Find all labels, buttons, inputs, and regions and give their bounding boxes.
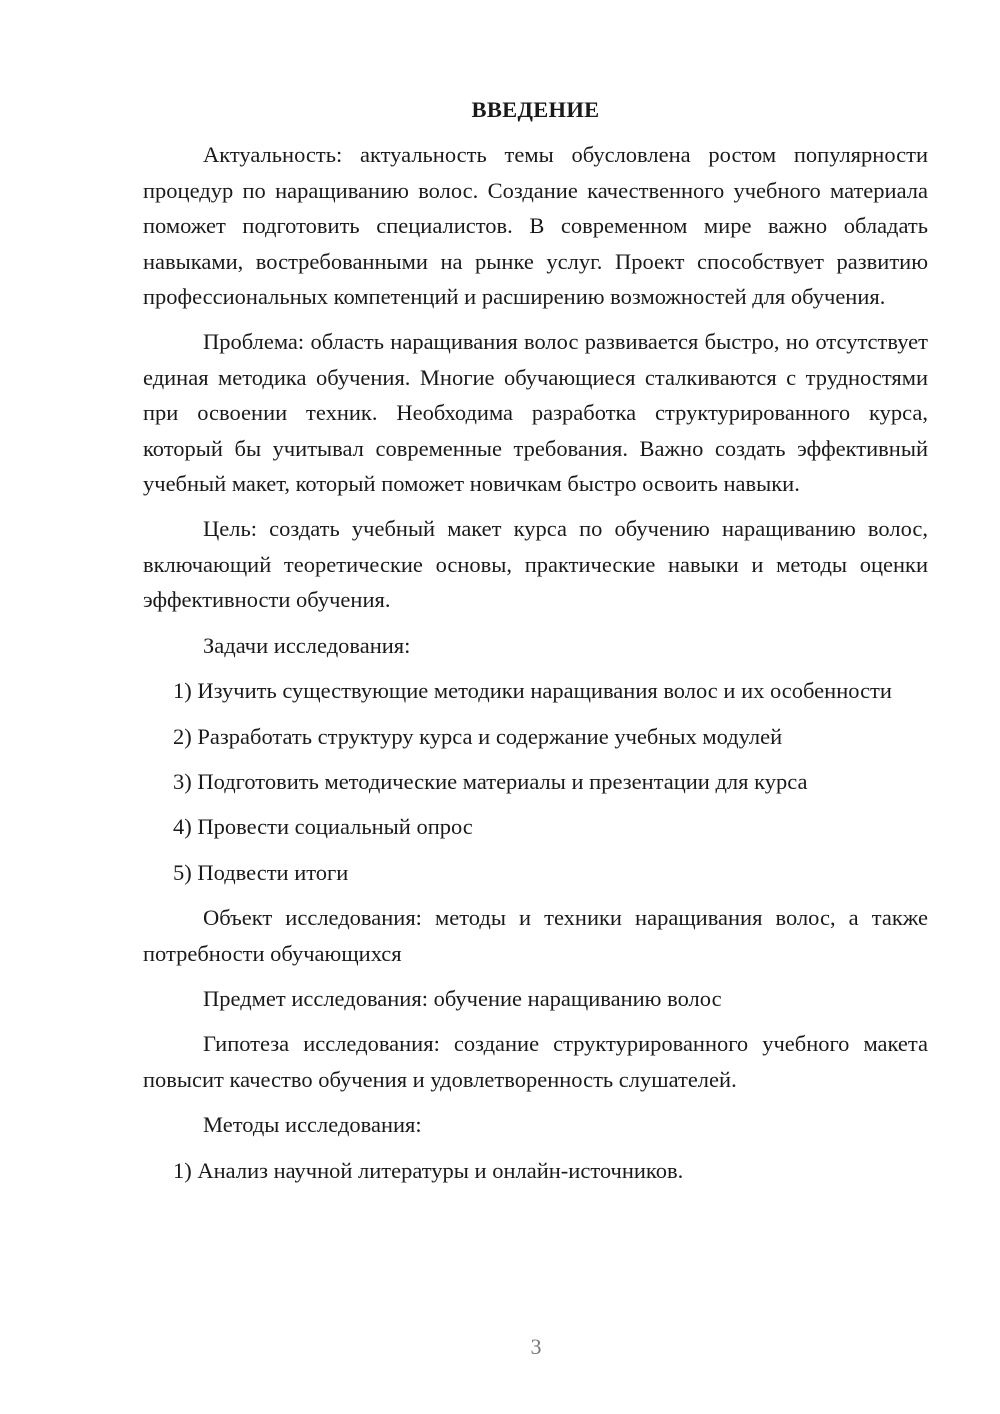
hypothesis-paragraph: Гипотеза исследования: создание структурированного учебного макета повысит качество обучения и удовлетворенность слушателей. — [143, 1031, 928, 1092]
relevance-paragraph: Актуальность: актуальность темы обусловлена ростом популярности процедур по наращиванию волос. Создание качественного учебного материала поможет подготовить специалистов. В современном мире важно обладать навыками, востребованными на рынке услуг. Проект способствует развитию профессиональных компетенций и расширению возможностей для обучения. — [143, 142, 928, 310]
task-item-3: 3) Подготовить методические материалы и презентации для курса — [173, 768, 808, 794]
task-item-1: 1) Изучить существующие методики наращивания волос и их особенности — [173, 678, 892, 704]
page-number: 3 — [530, 1334, 542, 1359]
subject-paragraph: Предмет исследования: обучение наращиванию волос — [203, 985, 722, 1011]
methods-heading: Методы исследования: — [203, 1112, 422, 1138]
task-item-4: 4) Провести социальный опрос — [173, 814, 473, 840]
task-item-2: 2) Разработать структуру курса и содержание учебных модулей — [173, 723, 783, 749]
method-item-1: 1) Анализ научной литературы и онлайн-источников. — [173, 1157, 684, 1183]
document-page — [143, 92, 928, 1198]
section-title: ВВЕДЕНИЕ — [471, 97, 600, 122]
goal-paragraph: Цель: создать учебный макет курса по обучению наращиванию волос, включающий теоретические основы, практические навыки и методы оценки эффективности обучения. — [143, 516, 928, 613]
tasks-heading: Задачи исследования: — [203, 632, 411, 658]
problem-paragraph: Проблема: область наращивания волос развивается быстро, но отсутствует единая методика обучения. Многие обучающиеся сталкиваются с трудностями при освоении техник. Необходима разработка структурированного курса, который бы учитывал современные требования. Важно создать эффективный учебный макет, который поможет новичкам быстро освоить навыки. — [143, 329, 928, 497]
task-item-5: 5) Подвести итоги — [173, 859, 349, 885]
object-paragraph: Объект исследования: методы и техники наращивания волос, а также потребности обучающихся — [143, 905, 928, 966]
